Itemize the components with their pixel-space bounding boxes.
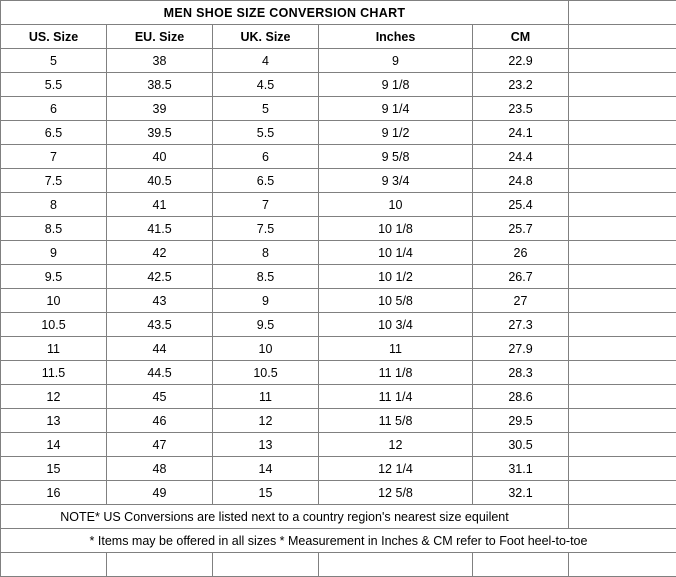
table-body — [1, 1, 676, 577]
cell-inches: 11 5/8 — [319, 409, 473, 433]
cell-inches: 9 1/8 — [319, 73, 473, 97]
cell-us-size: 8 — [1, 193, 107, 217]
cell-us-size: 5.5 — [1, 73, 107, 97]
cell-inches: 9 1/2 — [319, 121, 473, 145]
column-header-inches: Inches — [319, 25, 473, 49]
table-row — [1, 193, 676, 217]
cell-uk-size: 11 — [213, 385, 319, 409]
cell-uk-size: 6 — [213, 145, 319, 169]
cell-us-size: 9.5 — [1, 265, 107, 289]
cell-eu-size: 41 — [107, 193, 213, 217]
cell-uk-size: 8 — [213, 241, 319, 265]
cell-uk-size: 6.5 — [213, 169, 319, 193]
cell-us-size: 9 — [1, 241, 107, 265]
cell-cm: 28.6 — [473, 385, 569, 409]
cell-cm: 26 — [473, 241, 569, 265]
cell-uk-size: 10 — [213, 337, 319, 361]
cell-inches: 11 1/4 — [319, 385, 473, 409]
cell-cm: 23.2 — [473, 73, 569, 97]
column-header-eu-size: EU. Size — [107, 25, 213, 49]
cell-uk-size: 10.5 — [213, 361, 319, 385]
cell-eu-size: 44 — [107, 337, 213, 361]
cell-cm: 25.4 — [473, 193, 569, 217]
empty-cell — [569, 97, 676, 121]
cell-cm: 23.5 — [473, 97, 569, 121]
empty-cell — [569, 505, 676, 529]
table-row — [1, 169, 676, 193]
cell-uk-size: 5 — [213, 97, 319, 121]
cell-uk-size: 7.5 — [213, 217, 319, 241]
cell-eu-size: 38.5 — [107, 73, 213, 97]
empty-cell — [569, 169, 676, 193]
cell-cm: 32.1 — [473, 481, 569, 505]
cell-uk-size: 9.5 — [213, 313, 319, 337]
empty-cell — [1, 553, 107, 577]
note-row-2 — [1, 529, 676, 553]
cell-eu-size: 43.5 — [107, 313, 213, 337]
empty-cell — [569, 73, 676, 97]
cell-eu-size: 41.5 — [107, 217, 213, 241]
cell-uk-size: 12 — [213, 409, 319, 433]
cell-cm: 31.1 — [473, 457, 569, 481]
cell-us-size: 8.5 — [1, 217, 107, 241]
cell-us-size: 16 — [1, 481, 107, 505]
cell-us-size: 13 — [1, 409, 107, 433]
cell-uk-size: 7 — [213, 193, 319, 217]
table-row — [1, 433, 676, 457]
cell-inches: 12 1/4 — [319, 457, 473, 481]
cell-eu-size: 46 — [107, 409, 213, 433]
table-row — [1, 289, 676, 313]
empty-cell — [569, 313, 676, 337]
table-row — [1, 97, 676, 121]
cell-inches: 11 — [319, 337, 473, 361]
table-row — [1, 73, 676, 97]
cell-cm: 27.3 — [473, 313, 569, 337]
cell-eu-size: 38 — [107, 49, 213, 73]
cell-us-size: 7.5 — [1, 169, 107, 193]
cell-inches: 9 — [319, 49, 473, 73]
empty-cell — [569, 145, 676, 169]
cell-cm: 28.3 — [473, 361, 569, 385]
empty-cell — [569, 265, 676, 289]
cell-eu-size: 43 — [107, 289, 213, 313]
table-row — [1, 241, 676, 265]
cell-us-size: 10 — [1, 289, 107, 313]
column-header-us-size: US. Size — [1, 25, 107, 49]
cell-eu-size: 44.5 — [107, 361, 213, 385]
column-header-uk-size: UK. Size — [213, 25, 319, 49]
cell-us-size: 12 — [1, 385, 107, 409]
empty-cell — [473, 553, 569, 577]
table-row — [1, 121, 676, 145]
empty-cell — [569, 193, 676, 217]
cell-cm: 27 — [473, 289, 569, 313]
empty-cell — [569, 553, 676, 577]
empty-cell — [569, 409, 676, 433]
empty-cell — [569, 457, 676, 481]
cell-us-size: 5 — [1, 49, 107, 73]
empty-cell — [107, 553, 213, 577]
cell-inches: 10 1/4 — [319, 241, 473, 265]
empty-cell — [569, 121, 676, 145]
cell-us-size: 15 — [1, 457, 107, 481]
cell-cm: 30.5 — [473, 433, 569, 457]
cell-eu-size: 45 — [107, 385, 213, 409]
cell-eu-size: 40 — [107, 145, 213, 169]
cell-cm: 22.9 — [473, 49, 569, 73]
cell-us-size: 14 — [1, 433, 107, 457]
cell-eu-size: 40.5 — [107, 169, 213, 193]
cell-eu-size: 48 — [107, 457, 213, 481]
page-title: MEN SHOE SIZE CONVERSION CHART — [1, 1, 569, 25]
cell-us-size: 10.5 — [1, 313, 107, 337]
cell-inches: 10 — [319, 193, 473, 217]
cell-uk-size: 5.5 — [213, 121, 319, 145]
table-row — [1, 217, 676, 241]
cell-cm: 24.4 — [473, 145, 569, 169]
cell-uk-size: 13 — [213, 433, 319, 457]
empty-cell — [213, 553, 319, 577]
cell-cm: 29.5 — [473, 409, 569, 433]
table-row — [1, 385, 676, 409]
note-text-measurement: * Items may be offered in all sizes * Measurement in Inches & CM refer to Foot heel-to-toe — [1, 529, 676, 553]
cell-eu-size: 42 — [107, 241, 213, 265]
cell-inches: 9 1/4 — [319, 97, 473, 121]
table-row — [1, 49, 676, 73]
bottom-empty-row — [1, 553, 676, 577]
cell-inches: 12 — [319, 433, 473, 457]
note-row-1 — [1, 505, 676, 529]
cell-uk-size: 9 — [213, 289, 319, 313]
cell-uk-size: 4 — [213, 49, 319, 73]
cell-uk-size: 14 — [213, 457, 319, 481]
cell-inches: 9 3/4 — [319, 169, 473, 193]
empty-cell — [569, 241, 676, 265]
cell-us-size: 11 — [1, 337, 107, 361]
table-row — [1, 145, 676, 169]
table-row — [1, 265, 676, 289]
empty-cell — [569, 217, 676, 241]
cell-inches: 10 1/8 — [319, 217, 473, 241]
column-header-cm: CM — [473, 25, 569, 49]
cell-eu-size: 42.5 — [107, 265, 213, 289]
empty-cell — [569, 361, 676, 385]
cell-inches: 12 5/8 — [319, 481, 473, 505]
cell-eu-size: 47 — [107, 433, 213, 457]
header-row — [1, 25, 676, 49]
cell-eu-size: 49 — [107, 481, 213, 505]
cell-cm: 27.9 — [473, 337, 569, 361]
empty-cell — [569, 49, 676, 73]
cell-cm: 26.7 — [473, 265, 569, 289]
cell-us-size: 7 — [1, 145, 107, 169]
table-row — [1, 457, 676, 481]
cell-us-size: 6 — [1, 97, 107, 121]
table-row — [1, 481, 676, 505]
empty-cell — [569, 25, 676, 49]
cell-cm: 24.8 — [473, 169, 569, 193]
empty-cell — [569, 433, 676, 457]
note-text-conversions: NOTE* US Conversions are listed next to a country region's nearest size equilent — [1, 505, 569, 529]
empty-cell — [569, 481, 676, 505]
cell-uk-size: 8.5 — [213, 265, 319, 289]
cell-inches: 11 1/8 — [319, 361, 473, 385]
cell-inches: 10 3/4 — [319, 313, 473, 337]
cell-uk-size: 4.5 — [213, 73, 319, 97]
empty-cell — [569, 337, 676, 361]
cell-uk-size: 15 — [213, 481, 319, 505]
cell-eu-size: 39.5 — [107, 121, 213, 145]
cell-us-size: 11.5 — [1, 361, 107, 385]
cell-inches: 10 5/8 — [319, 289, 473, 313]
table-row — [1, 361, 676, 385]
cell-cm: 25.7 — [473, 217, 569, 241]
cell-inches: 10 1/2 — [319, 265, 473, 289]
empty-cell — [569, 289, 676, 313]
table-row — [1, 313, 676, 337]
cell-us-size: 6.5 — [1, 121, 107, 145]
cell-inches: 9 5/8 — [319, 145, 473, 169]
table-row — [1, 409, 676, 433]
cell-eu-size: 39 — [107, 97, 213, 121]
empty-cell — [319, 553, 473, 577]
empty-cell — [569, 1, 676, 25]
cell-cm: 24.1 — [473, 121, 569, 145]
title-row — [1, 1, 676, 25]
empty-cell — [569, 385, 676, 409]
table-row — [1, 337, 676, 361]
